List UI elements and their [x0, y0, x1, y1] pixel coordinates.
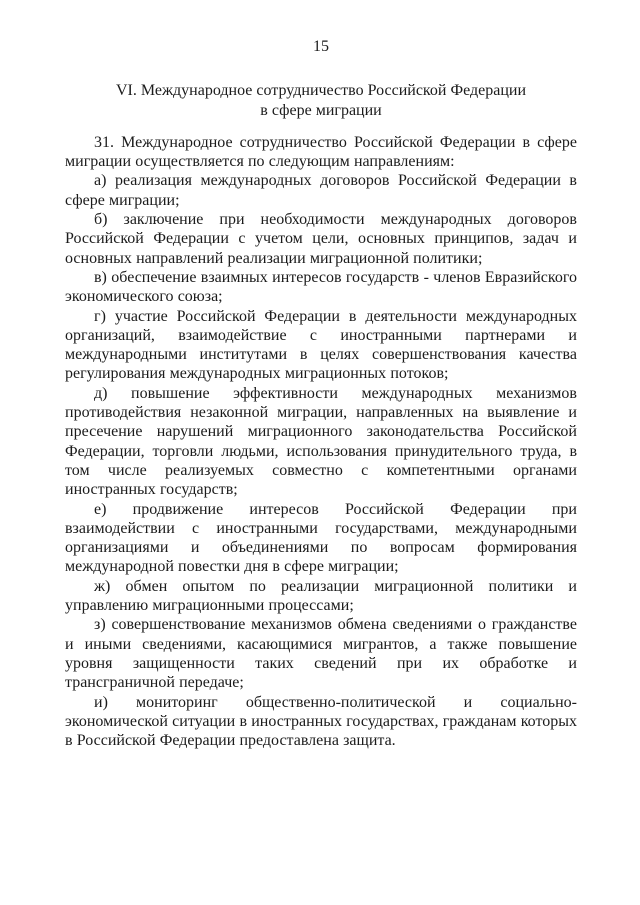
list-item-z-label: з): [94, 616, 106, 634]
section-heading-line2: в сфере миграции: [260, 101, 382, 119]
list-item-d: [65, 384, 577, 500]
list-item-i-label: и): [94, 693, 108, 711]
list-item-a-text: реализация международных договоров Российской Федерации в сфере миграции;: [65, 172, 577, 209]
list-item-v-label: в): [94, 268, 107, 286]
list-item-e: [65, 500, 577, 577]
list-item-z-text: совершенствование механизмов обмена сведениями о гражданстве и иными сведениями, касающимися мигрантов, а также повышение уровня защищенности таких сведений при их обработке и трансграничной передаче;: [65, 616, 577, 692]
section-heading-line1: VI. Международное сотрудничество Российской Федерации: [115, 82, 527, 100]
paragraph-31-text: Международное сотрудничество Российской Федерации в сфере миграции осуществляется по следующим направлениям:: [65, 133, 577, 171]
list-item-i: [65, 693, 577, 751]
list-item-b: [65, 210, 577, 268]
list-item-v: [65, 268, 577, 307]
list-item-zh: [65, 577, 577, 616]
list-item-a: [65, 171, 577, 210]
paragraph-31: [65, 133, 577, 172]
list-item-zh-label: ж): [94, 577, 111, 595]
list-item-z: [65, 615, 577, 692]
list-item-e-label: е): [94, 500, 107, 518]
list-item-b-text: заключение при необходимости международных договоров Российской Федерации с учетом цели, основных принципов, задач и основных направлений реализации миграционной политики;: [65, 211, 577, 267]
list-item-v-text: обеспечение взаимных интересов государств - членов Евразийского экономического союза;: [65, 268, 577, 306]
list-item-g-label: г): [94, 307, 106, 325]
list-item-g-text: участие Российской Федерации в деятельности международных организаций, взаимодействие с иностранными партнерами и международными институтами в целях совершенствования качества регулирования международных миграционных потоков;: [65, 307, 577, 383]
list-item-zh-text: обмен опытом по реализации миграционной политики и управлению миграционными процессами;: [65, 577, 577, 615]
document-body: [65, 133, 577, 751]
paragraph-31-number: 31.: [94, 133, 114, 151]
list-item-a-label: а): [94, 172, 107, 190]
list-item-i-text: мониторинг общественно-политической и социально-экономической ситуации в иностранных государствах, гражданам которых в Российской Федерации предоставлена защита.: [65, 693, 577, 750]
list-item-e-text: продвижение интересов Российской Федерации при взаимодействии с иностранными государствами, международными организациями и объединениями по вопросам формирования международной повестки дня в сфере миграции;: [65, 500, 577, 576]
list-item-d-text: повышение эффективности международных механизмов противодействия незаконной миграции, направленных на выявление и пресечение нарушений миграционного законодательства Российской Федерации, торговли людьми, использования принудительного труда, в том числе реализуемых совместно с компетентными органами иностранных государств;: [65, 384, 577, 499]
section-heading: [65, 81, 577, 120]
list-item-d-label: д): [94, 384, 108, 402]
list-item-b-label: б): [94, 211, 108, 229]
page-number: 15: [313, 38, 329, 55]
list-item-g: [65, 307, 577, 384]
